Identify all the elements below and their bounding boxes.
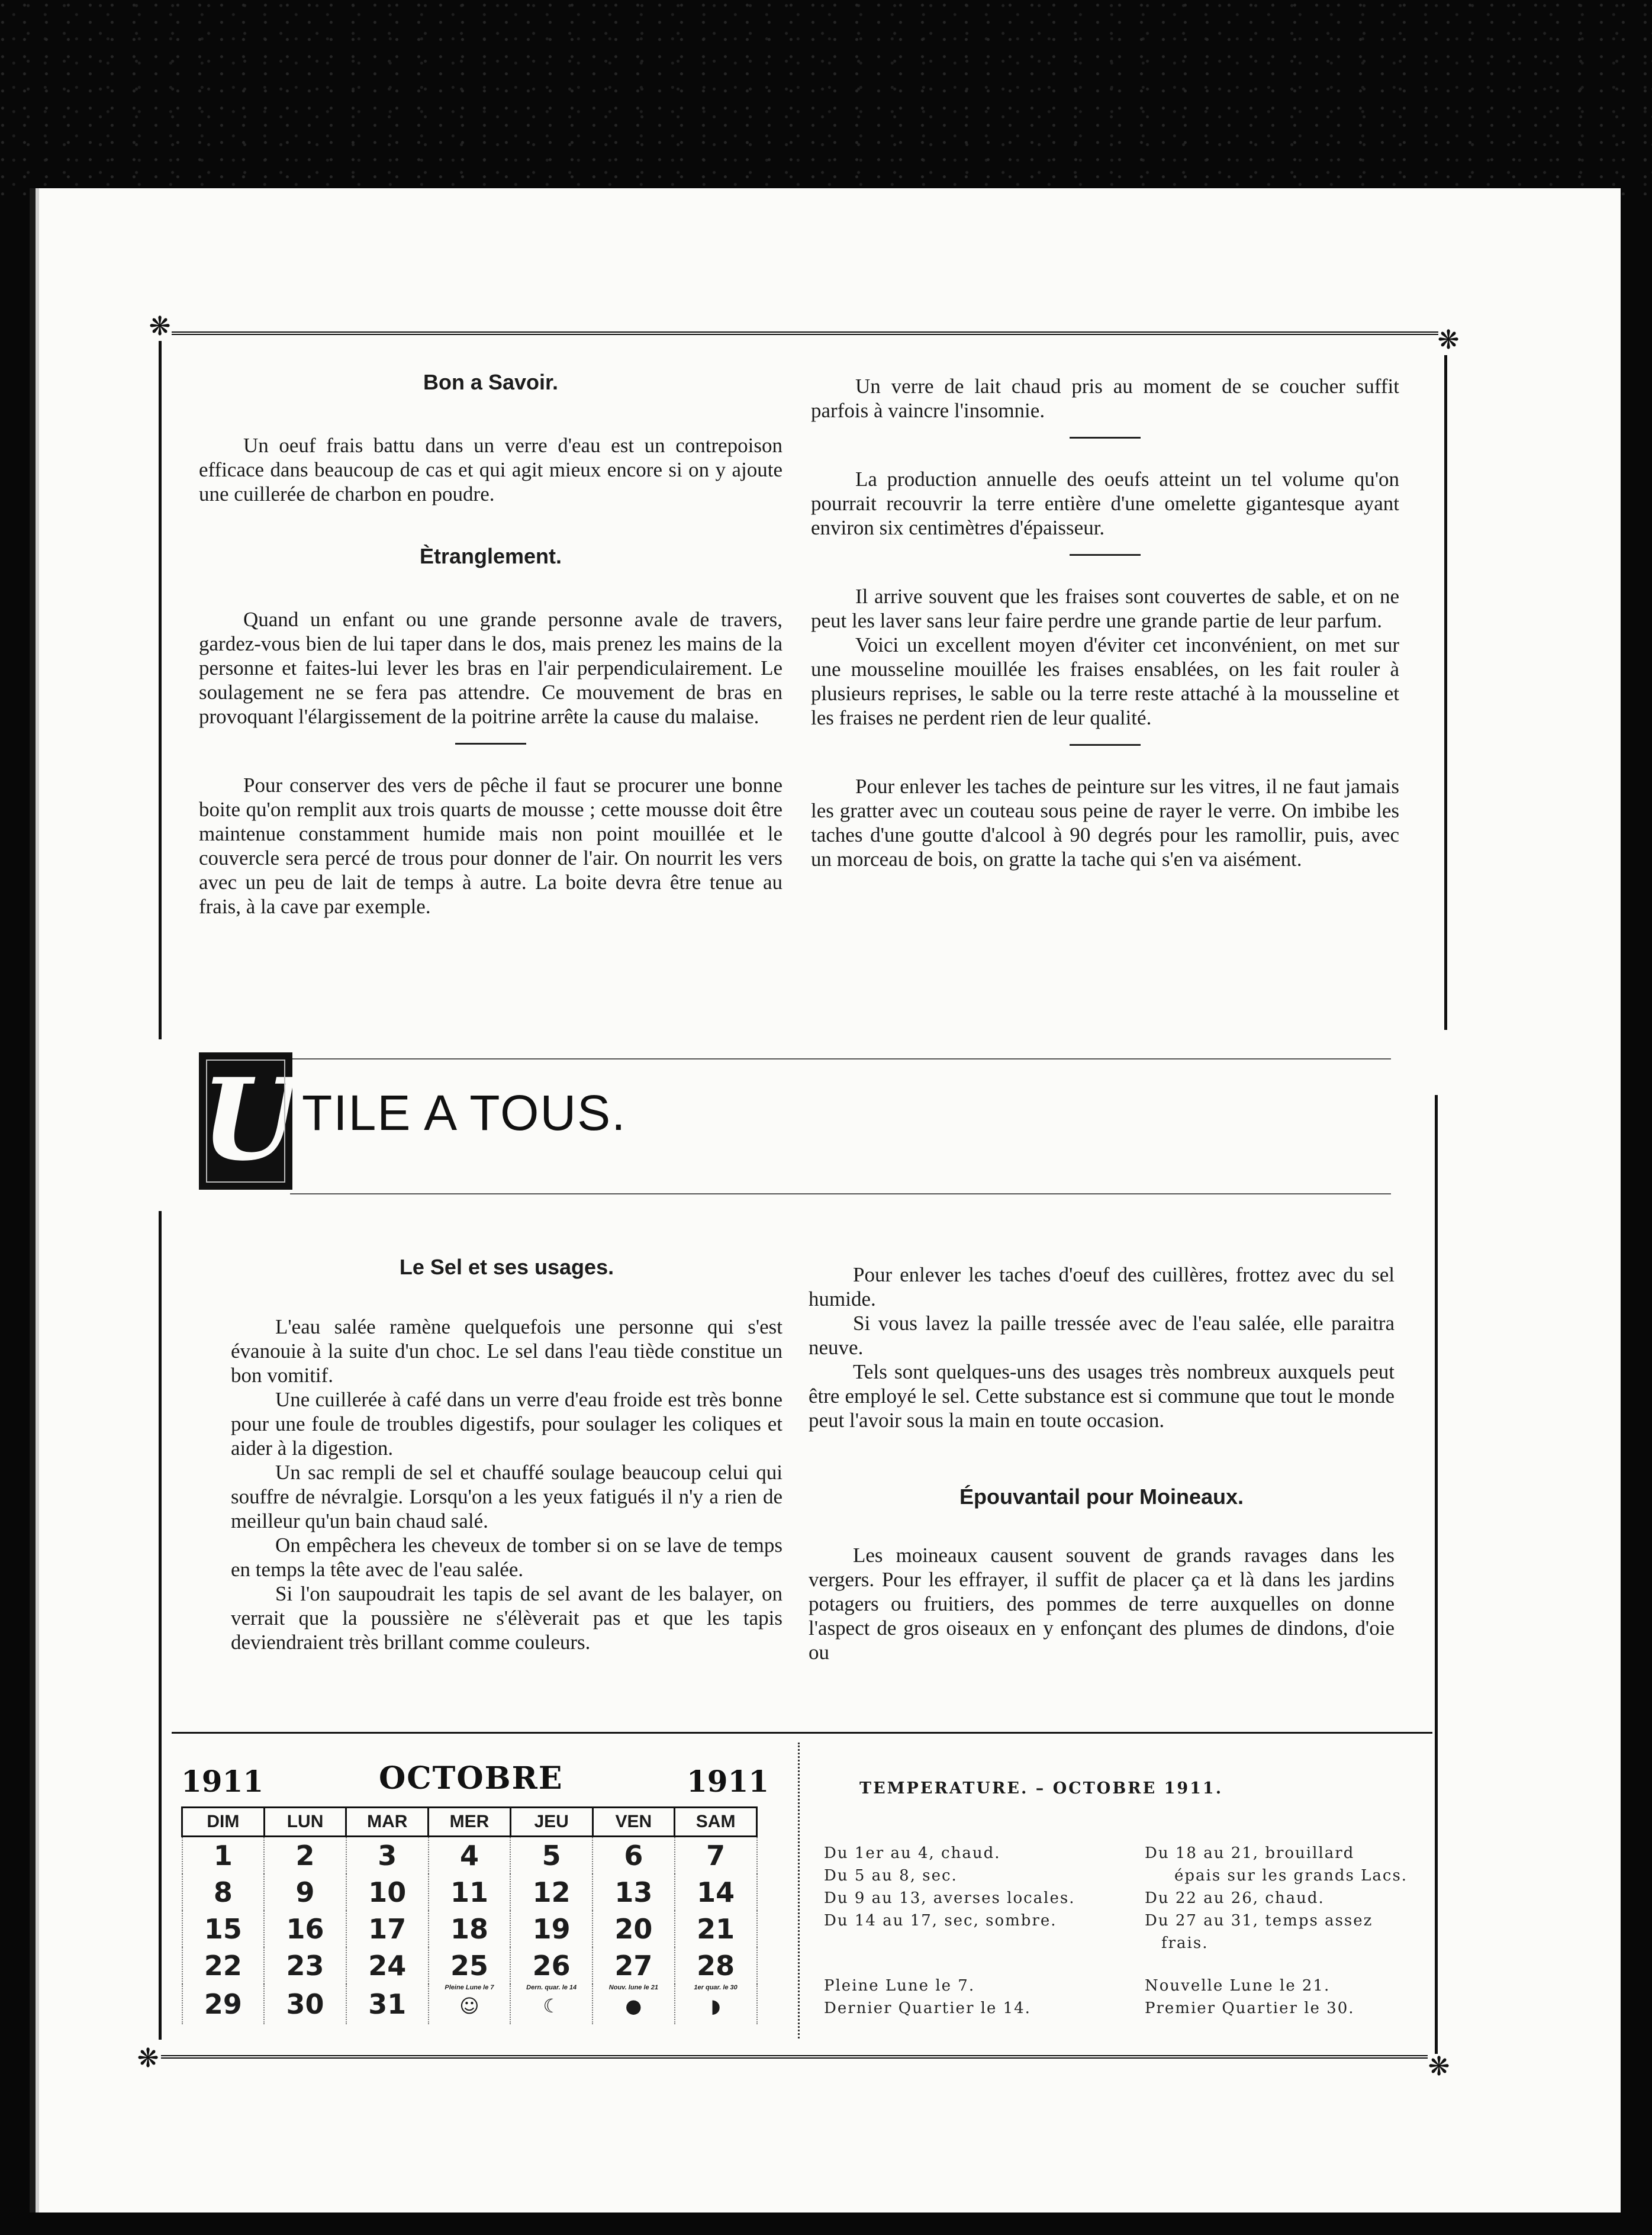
moon-phase-note: Nouv. lune le 21 — [608, 1984, 658, 1991]
calendar-divider — [798, 1743, 800, 2038]
rosette-ornament-icon: ❋ — [1437, 325, 1460, 355]
temperature-line: Du 22 au 26, chaud. — [1145, 1889, 1325, 1907]
calendar-days-row — [182, 1808, 757, 1837]
calendar-date: 5 — [510, 1837, 592, 1875]
calendar-date: 1 — [182, 1837, 265, 1875]
section-heading-le-sel: Le Sel et ses usages. — [399, 1255, 614, 1279]
calendar-date: 18 — [429, 1911, 511, 1947]
moon-phase-note: Pleine Lune le 7 — [445, 1984, 494, 1991]
calendar-week-row — [182, 1911, 757, 1947]
paragraph-taches-oeuf: Pour enlever les taches d'oeuf des cuillères, frottez avec du sel humide. — [809, 1263, 1395, 1310]
paragraph-fraises-mousseline: Voici un excellent moyen d'éviter cet inconvénient, on met sur une mousseline mouillée les fraises ensablées, on les fait rouler à plusieurs reprises, le sable ou la terre reste attaché à la mousseline et les fraises ne perdent rien de leur qualité. — [811, 633, 1399, 729]
calendar-date: 4 — [429, 1837, 511, 1875]
calendar-day-header: MAR — [346, 1808, 429, 1837]
calendar-date: 6 — [592, 1837, 675, 1875]
paragraph-sel-evanouie: L'eau salée ramène quelquefois une personne qui s'est évanouie à la suite d'un choc. Le sel dans l'eau tiède constitue un bon vomitif. — [231, 1315, 782, 1387]
calendar-top-rule — [172, 1732, 1432, 1734]
paragraph-production-oeufs: La production annuelle des oeufs atteint un tel volume qu'on pourrait recouvrir la terre entière d'une omelette gigantesque ayant environ six centimètres d'épaisseur. — [811, 468, 1399, 539]
calendar-date: 9 — [264, 1874, 346, 1911]
moon-phase-line: Pleine Lune le 7. — [824, 1977, 975, 1995]
paragraph-sel-cheveux: On empêchera les cheveux de tomber si on se lave de temps en temps la tête avec de l'eau salée. — [231, 1534, 782, 1581]
temperature-line: Du 9 au 13, averses locales. — [824, 1889, 1075, 1907]
separator-rule — [1070, 744, 1141, 746]
section-heading-bon-a-savoir: Bon a Savoir. — [423, 370, 559, 394]
calendar-moon-cell — [429, 1984, 511, 2024]
page-spine-edge — [36, 188, 39, 2213]
calendar-date: 22 — [182, 1947, 265, 1984]
temperature-title: TEMPERATURE. – OCTOBRE 1911. — [859, 1779, 1223, 1798]
calendar-date: 23 — [264, 1947, 346, 1984]
paragraph-oeuf-contrepoison: Un oeuf frais battu dans un verre d'eau est un contrepoison efficace dans beaucoup de cas et qui agit mieux encore si on y ajoute une cuillerée de charbon en poudre. — [199, 434, 782, 505]
calendar-moon-cell — [510, 1984, 592, 2024]
paragraph-fraises-sable: Il arrive souvent que les fraises sont couvertes de sable, et on ne peut les laver sans leur faire perdre une grande partie de leur parfum. — [811, 585, 1399, 632]
calendar-week-row — [182, 1947, 757, 1984]
left-column-bottom — [231, 1255, 782, 1654]
rosette-ornament-icon: ❋ — [137, 2043, 159, 2073]
calendar-date: 11 — [429, 1874, 511, 1911]
calendar-date: 17 — [346, 1911, 429, 1947]
calendar-date: 2 — [264, 1837, 346, 1875]
calendar-date: 3 — [346, 1837, 429, 1875]
calendar-date: 15 — [182, 1911, 265, 1947]
moon-phase-line: Dernier Quartier le 14. — [824, 1999, 1031, 2017]
frame-right-rule-bottom — [1435, 1095, 1438, 2054]
calendar-date: 26 — [510, 1947, 592, 1984]
frame-top-rule — [172, 331, 1438, 335]
calendar-date: 12 — [510, 1874, 592, 1911]
paragraph-sel-nevralgie: Un sac rempli de sel et chauffé soulage beaucoup celui qui souffre de névralgie. Lorsqu'on a les yeux fatigués il n'y a rien de meilleur qu'un bain chaud salé. — [231, 1461, 782, 1532]
temperature-line: Du 14 au 17, sec, sombre. — [824, 1912, 1057, 1930]
calendar-week-row — [182, 1984, 757, 2024]
paragraph-taches-peinture: Pour enlever les taches de peinture sur les vitres, il ne faut jamais les gratter avec un couteau sous peine de rayer le verre. On imbibe les taches d'une goutte d'alcool à 90 degrés pour les ramollir, puis, avec un morceau de bois, on gratte la tache qui s'en va aisément. — [811, 775, 1399, 871]
calendar-table — [181, 1806, 758, 2024]
calendar-week-row — [182, 1837, 757, 1875]
last-quarter-icon: ☾ — [543, 1995, 560, 2017]
calendar-date: 13 — [592, 1874, 675, 1911]
paragraph-sel-tapis: Si l'on saupoudrait les tapis de sel avant de les balayer, on verrait que la poussière ne s'élèverait pas et que les tapis deviendraient très brillant comme couleurs. — [231, 1582, 782, 1654]
moon-phase-line: Nouvelle Lune le 21. — [1145, 1977, 1331, 1995]
calendar-date: 25 — [429, 1947, 511, 1984]
frame-bottom-rule — [161, 2055, 1428, 2059]
calendar-day-header: LUN — [264, 1808, 346, 1837]
calendar-date: 16 — [264, 1911, 346, 1947]
calendar-day-header: SAM — [675, 1808, 757, 1837]
rosette-ornament-icon: ❋ — [149, 311, 171, 342]
temperature-line: Du 5 au 8, sec. — [824, 1867, 958, 1885]
banner-top-rule — [290, 1058, 1391, 1059]
paragraph-usages-sel: Tels sont quelques-uns des usages très nombreux auxquels peut être employé le sel. Cette substance est si commune que tout le monde peut l'avoir sous la main en toute occasion. — [809, 1360, 1395, 1432]
calendar-date: 19 — [510, 1911, 592, 1947]
left-column-top — [199, 370, 782, 919]
calendar-date: 28 — [675, 1947, 757, 1984]
calendar-date: 31 — [346, 1984, 429, 2024]
scan-background — [0, 0, 1652, 195]
calendar-date: 27 — [592, 1947, 675, 1984]
calendar-date: 30 — [264, 1984, 346, 2024]
moon-phase-line: Premier Quartier le 30. — [1145, 1999, 1355, 2017]
separator-rule — [455, 743, 526, 745]
banner-title: TILE A TOUS. — [302, 1085, 627, 1141]
calendar-day-header: DIM — [182, 1808, 265, 1837]
separator-rule — [1070, 554, 1141, 556]
paragraph-moineaux: Les moineaux causent souvent de grands ravages dans les vergers. Pour les effrayer, il suffit de placer ça et là dans les jardins potagers ou fruitiers, des pommes de terre auxquelles on donne l'aspect de gros oiseaux en y enfonçant des plumes de dindons, d'oie ou — [809, 1544, 1395, 1664]
calendar-moon-cell — [592, 1984, 675, 2024]
calendar-day-header: VEN — [592, 1808, 675, 1837]
calendar-moon-cell — [675, 1984, 757, 2024]
temperature-line: frais. — [1161, 1934, 1209, 1952]
paragraph-etranglement: Quand un enfant ou une grande personne avale de travers, gardez-vous bien de lui taper dans le dos, mais prenez les mains de la personne et faites-lui lever les bras en l'air perpendiculairement. Le soulagement ne se fera pas attendre. Ce mouvement de bras en provoquant l'élargissement de la poitrine arrête la cause du malaise. — [199, 608, 782, 728]
calendar-date: 7 — [675, 1837, 757, 1875]
page-spine — [30, 188, 36, 2213]
right-column-bottom — [809, 1263, 1395, 1664]
paragraph-paille-tressee: Si vous lavez la paille tressée avec de l'eau salée, elle paraitra neuve. — [809, 1312, 1395, 1359]
banner-drop-cap: U — [199, 1052, 292, 1190]
frame-left-rule-bottom — [159, 1211, 162, 2040]
paragraph-lait-chaud: Un verre de lait chaud pris au moment de se coucher suffit parfois à vaincre l'insomnie. — [811, 375, 1399, 422]
calendar-date: 21 — [675, 1911, 757, 1947]
calendar-day-header: MER — [429, 1808, 511, 1837]
calendar-week-row — [182, 1874, 757, 1911]
calendar-year-right: 1911 — [687, 1764, 769, 1799]
section-heading-etranglement: Ètranglement. — [419, 544, 562, 568]
calendar-date: 8 — [182, 1874, 265, 1911]
first-quarter-icon: ◗ — [710, 1995, 721, 2017]
banner-bottom-rule — [290, 1193, 1391, 1194]
new-moon-icon: ● — [625, 1995, 642, 2017]
calendar-month: OCTOBRE — [379, 1760, 563, 1796]
paragraph-vers-de-peche: Pour conserver des vers de pêche il faut se procurer une bonne boite qu'on remplit aux trois quarts de mousse ; cette mousse doit être maintenue constamment humide mais non point mouillée et le couvercle sera percé de trous pour donner de l'air. On nourrit les vers avec un peu de lait de temps à autre. La boite devra être tenue au frais, à la cave par exemple. — [199, 774, 782, 918]
calendar-date: 29 — [182, 1984, 265, 2024]
calendar-date: 10 — [346, 1874, 429, 1911]
frame-right-rule-top — [1444, 355, 1447, 1030]
moon-phase-note: 1er quar. le 30 — [694, 1984, 738, 1991]
calendar-date: 24 — [346, 1947, 429, 1984]
temperature-line: Du 1er au 4, chaud. — [824, 1844, 1001, 1862]
frame-left-rule-top — [159, 341, 162, 1039]
calendar-date: 20 — [592, 1911, 675, 1947]
calendar-year-left: 1911 — [181, 1764, 264, 1799]
temperature-line: Du 27 au 31, temps assez — [1145, 1912, 1373, 1930]
right-column-top — [811, 374, 1399, 871]
temperature-line: Du 18 au 21, brouillard — [1145, 1844, 1355, 1862]
temperature-line: épais sur les grands Lacs. — [1174, 1867, 1408, 1885]
full-moon-icon: ☺ — [459, 1995, 479, 2017]
section-heading-epouvantail: Épouvantail pour Moineaux. — [959, 1484, 1244, 1509]
paragraph-sel-digestion: Une cuillerée à café dans un verre d'eau froide est très bonne pour une foule de troubles digestifs, pour soulager les coliques et aider à la digestion. — [231, 1388, 782, 1460]
separator-rule — [1070, 437, 1141, 439]
moon-phase-note: Dern. quar. le 14 — [526, 1984, 577, 1991]
calendar-date: 14 — [675, 1874, 757, 1911]
calendar-day-header: JEU — [510, 1808, 592, 1837]
rosette-ornament-icon: ❋ — [1428, 2052, 1450, 2082]
